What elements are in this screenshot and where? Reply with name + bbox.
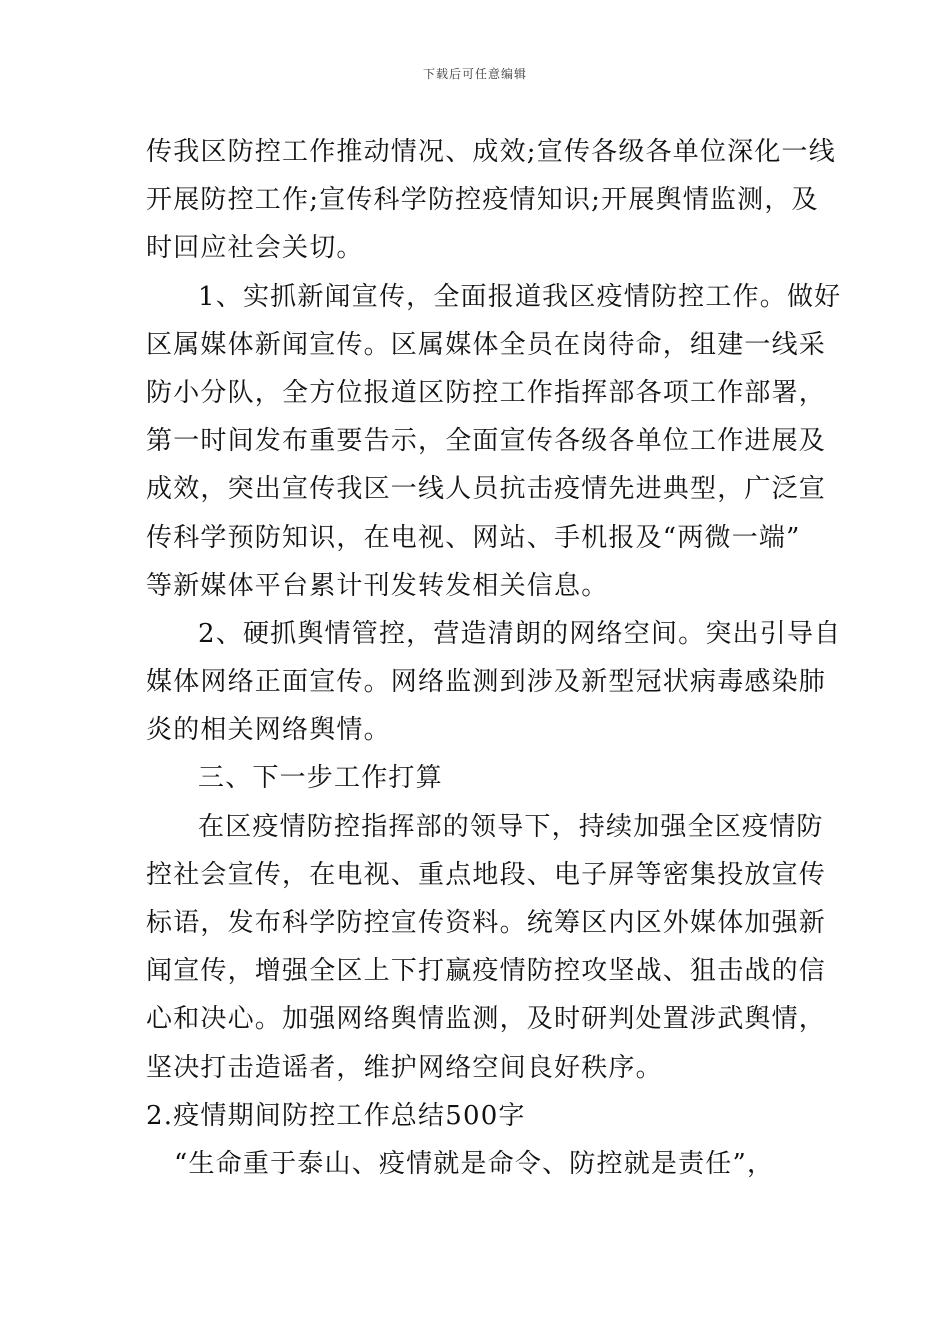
text-line: “生命重于泰山、疫情就是命令、防控就是责任”， xyxy=(174,1148,775,1179)
text-line: 传科学预防知识，在电视、网站、手机报及“两微一端” xyxy=(146,522,801,553)
text-line: 控社会宣传，在电视、重点地段、电子屏等密集投放宣传 xyxy=(146,859,827,890)
text-line: 1、实抓新闻宣传，全面报道我区疫情防控工作。做好 xyxy=(198,281,842,312)
text-line: 成效，突出宣传我区一线人员抗击疫情先进典型，广泛宣 xyxy=(146,474,827,505)
section-heading: 三、下一步工作打算 xyxy=(198,763,443,794)
text-line: 心和决心。加强网络舆情监测，及时研判处置涉武舆情， xyxy=(146,1004,827,1035)
text-line: 媒体网络正面宣传。网络监测到涉及新型冠状病毒感染肺 xyxy=(146,667,827,698)
text-line: 炎的相关网络舆情。 xyxy=(146,715,391,746)
text-line: 闻宣传，增强全区上下打赢疫情防控攻坚战、狙击战的信 xyxy=(146,956,827,987)
text-line: 等新媒体平台累计刊发转发相关信息。 xyxy=(146,570,609,601)
text-line: 传我区防控工作推动情况、成效;宣传各级各单位深化一线 xyxy=(146,137,836,167)
text-line: 2、硬抓舆情管控，营造清朗的网络空间。突出引导自 xyxy=(198,618,842,649)
text-line: 防小分队，全方位报道区防控工作指挥部各项工作部署， xyxy=(146,377,827,408)
page-header: 下载后可任意编辑 xyxy=(422,67,527,81)
text-line: 时回应社会关切。 xyxy=(146,233,364,264)
text-line: 标语，发布科学防控宣传资料。统筹区内区外媒体加强新 xyxy=(146,908,827,938)
text-line: 坚决打击造谣者，维护网络空间良好秩序。 xyxy=(146,1052,663,1083)
text-line: 第一时间发布重要告示，全面宣传各级各单位工作进展及 xyxy=(146,426,827,457)
text-line: 在区疫情防控指挥部的领导下，持续加强全区疫情防 xyxy=(198,811,824,842)
document-title: 2.疫情期间防控工作总结500字 xyxy=(146,1100,526,1131)
document-body xyxy=(146,128,842,1188)
text-line: 开展防控工作;宣传科学防控疫情知识;开展舆情监测，及 xyxy=(146,185,819,216)
text-line: 区属媒体新闻宣传。区属媒体全员在岗待命，组建一线采 xyxy=(146,329,827,360)
